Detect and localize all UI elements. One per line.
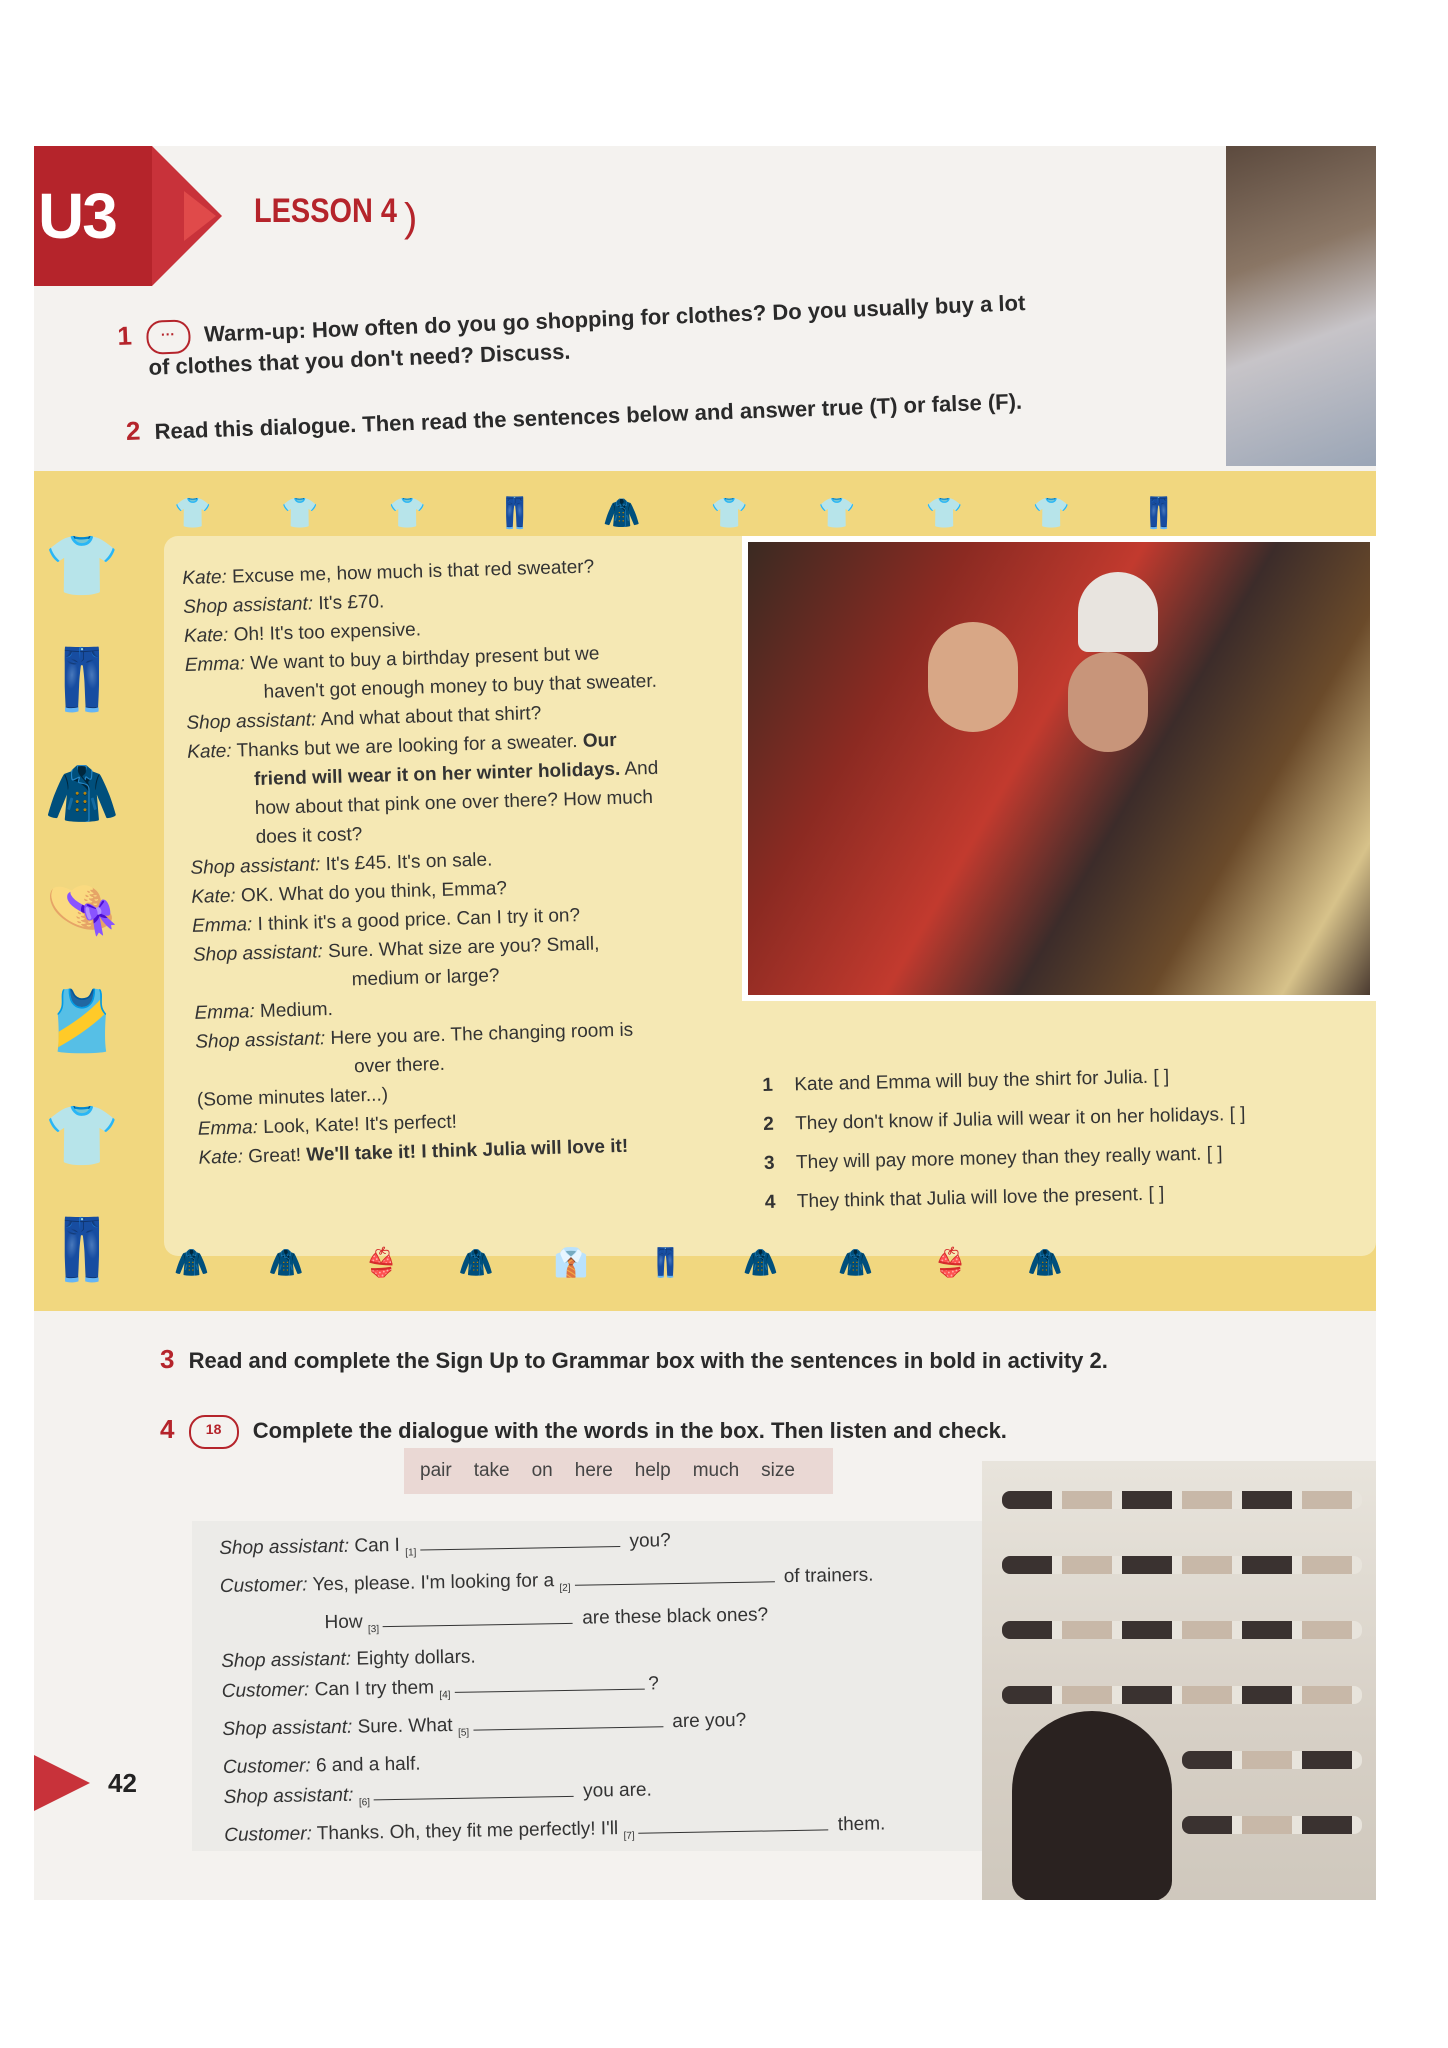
page-number-arrow [34,1755,90,1811]
dialogue-line: haven't got enough money to buy that sweater. [263,670,658,703]
word-box: pair take on here help much size [404,1448,833,1494]
gap-2-field[interactable] [575,1581,775,1585]
fill-line: Customer: 6 and a half. [222,1753,421,1778]
activity-3: 3 Read and complete the Sign Up to Grammar box with the sentences in bold in activity 2. [160,1344,1108,1374]
gap-7-field[interactable] [639,1829,829,1833]
dialogue-line: Shop assistant: It's £45. It's on sale. [190,849,493,879]
dialogue-line: Kate: Oh! It's too expensive. [183,619,422,647]
activity-number: 2 [125,415,141,446]
clothes-decoration-bottom: 🧥🧥👙🧥👔👖🧥🧥👙🧥 [174,1247,1123,1278]
dialogue-line: over there. [353,1053,446,1078]
dialogue-line: Emma: We want to buy a birthday present but we [184,643,600,676]
activity-4: 4 18 Complete the dialogue with the words in the box. Then listen and check. [160,1414,1007,1449]
dialogue-line: Kate: Great! We'll take it! I think Julia will love it! [198,1135,629,1169]
fill-line: Customer: Can I try them $_{[4]}$? [221,1673,660,1703]
shoe-shelf [1182,1751,1362,1769]
shoe-shelf [1002,1621,1362,1639]
trousers-icon: 👖 [44,1216,120,1283]
photo-person [1012,1711,1172,1900]
unit-arrow-accent [184,191,216,241]
fill-in-dialogue [219,1522,886,1858]
top-photo [1226,146,1376,466]
fill-line: Customer: Yes, please. I'm looking for a $_{[2]}$ of trainers. [219,1564,874,1597]
dialogue-line: Kate: Excuse me, how much is that red sweater? [182,556,595,589]
word-box-arrow [814,1448,830,1494]
jacket-icon: 🧥 [44,760,120,827]
photo-person [1068,652,1148,752]
textbook-page [34,146,1376,1900]
activity-3-text: Read and complete the Sign Up to Grammar box with the sentences in bold in activity 2. [188,1348,1108,1373]
dialogue-line: how about that pink one over there? How much [254,786,654,820]
shoe-shelf [1182,1816,1362,1834]
fill-line: Shop assistant: $_{[6]}$ you are. [223,1779,652,1809]
shopping-photo [742,536,1376,1001]
statement-3: 3 They will pay more money than they really want. [ ] [763,1143,1223,1174]
dialogue-line: Emma: Look, Kate! It's perfect! [197,1111,458,1140]
statement-1: 1 Kate and Emma will buy the shirt for Julia. [ ] [762,1066,1170,1096]
statement-2: 2 They don't know if Julia will wear it on her holidays. [ ] [763,1103,1246,1135]
page-number: 42 [108,1768,137,1798]
lesson-title: LESSON 4 [254,192,397,230]
activity-number: 1 [116,320,133,352]
dialogue-line: Shop assistant: Here you are. The changing room is [195,1019,634,1053]
clothes-decoration-top: 👕👕👕👖🧥👕👕👕👕👖 [174,497,1248,530]
shoe-shelf [1002,1686,1362,1704]
activity-2-instruction [125,385,1022,447]
fill-line: Shop assistant: Eighty dollars. [221,1646,476,1673]
dialogue-line: medium or large? [351,965,500,991]
shoe-shelf [1002,1491,1362,1509]
gap-4-field[interactable] [454,1689,644,1693]
shop-dialogue [182,547,799,1173]
headphones-icon: 18 [189,1415,239,1449]
speech-bubble-icon: ··· [145,319,190,355]
dialogue-line: Emma: I think it's a good price. Can I try it on? [191,905,581,937]
dialogue-line: Emma: Medium. [194,998,334,1024]
photo-person [928,622,1018,732]
gap-5-field[interactable] [473,1726,663,1730]
activity-1-line-1: Warm-up: How often do you go shopping for clothes? Do you usually buy a lot [203,290,1026,347]
dialogue-line: Shop assistant: And what about that shirt? [186,703,542,734]
fill-line: How $_{[3]}$ are these black ones? [324,1604,769,1635]
dialogue-line: Shop assistant: Sure. What size are you? Small, [192,933,600,966]
clothes-decoration-left [42,526,142,1324]
gap-3-field[interactable] [383,1622,573,1626]
dialogue-line: (Some minutes later...) [196,1084,389,1111]
trousers-icon: 👖 [44,646,120,713]
dialogue-line: does it cost? [255,824,363,849]
activity-1 [117,286,1027,382]
unit-label: U3 [34,146,152,286]
fill-line: Shop assistant: Sure. What $_{[5]}$ are you? [222,1710,747,1741]
statement-4: 4 They think that Julia will love the present. [ ] [764,1183,1165,1213]
dialogue-line: Kate: Thanks but we are looking for a sweater. Our [186,729,617,763]
tshirt-icon: 👕 [44,1102,120,1169]
activity-1-line-2: of clothes that you don't need? Discuss. [148,338,571,381]
true-false-statements [762,1056,1248,1222]
vest-icon: 🎽 [44,988,120,1055]
photo-hat [1078,572,1158,652]
dialogue-line: Kate: OK. What do you think, Emma? [191,878,508,908]
tshirt-icon: 👕 [44,532,120,599]
gap-6-field[interactable] [374,1796,574,1800]
activity-4-text: Complete the dialogue with the words in the box. Then listen and check. [252,1418,1007,1443]
shoe-shelf [1002,1556,1362,1574]
activity-2-text: Read this dialogue. Then read the sentences below and answer true (T) or false (F). [154,388,1023,444]
fill-line: Shop assistant: Can I $_{[1]}$ you? [219,1530,671,1559]
fill-line: Customer: Thanks. Oh, they fit me perfectly! I'll $_{[7]}$ them. [224,1813,886,1846]
dialogue-line: friend will wear it on her winter holidays. And [253,757,659,791]
shoes-photo [982,1461,1376,1900]
gap-1-field[interactable] [420,1546,620,1550]
dialogue-line: Shop assistant: It's £70. [182,591,385,618]
hat-icon: 👒 [44,874,120,941]
lesson-bracket: ) [404,196,418,240]
